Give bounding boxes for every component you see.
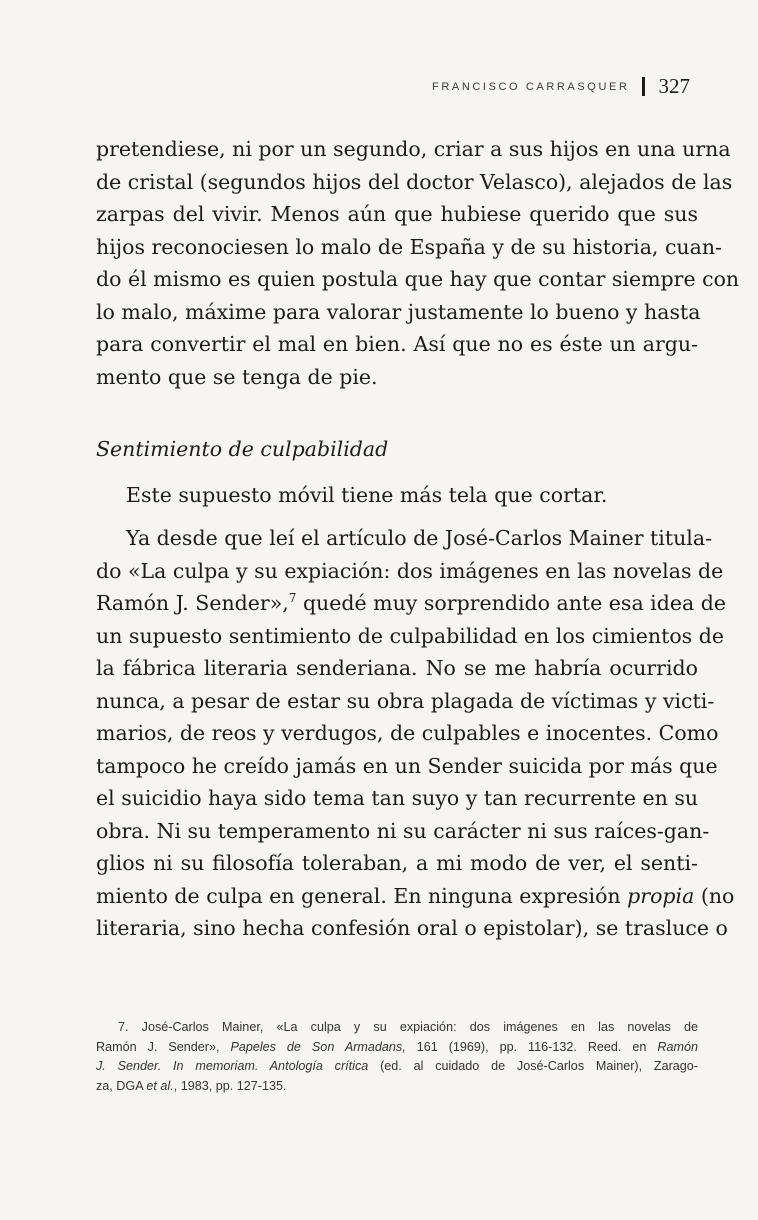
text-line: nunca, a pesar de estar su obra plagada de víctimas y victi- [96,688,715,713]
text-line [96,880,735,913]
text-line: glios ni su filosofía toleraban, a mi modo de ver, el senti- [96,851,698,875]
text-line: lo malo, máxime para valorar justamente lo bueno y hasta [96,299,701,324]
text-line: obra. Ni su temperamento ni su carácter ni sus raíces-gan- [96,818,710,843]
text-line: el suicidio haya sido tema tan suyo y tan recurrente en su [96,786,699,810]
page-number: 327 [658,74,690,98]
text-line: do «La culpa y su expiación: dos imágenes en las novelas de [96,558,724,583]
text-segment: 161 (1969), pp. 116-132. Reed. en [405,1039,658,1054]
text-line: literaria, sino hecha confesión oral o epistolar), se trasluce o [96,916,728,940]
emphasis-text: Papeles de Son Armadans, [230,1039,406,1054]
text-line: zarpas del vivir. Menos aún que hubiese querido que sus [96,202,698,226]
paragraph-3 [96,522,735,945]
text-segment: , 1983, pp. 127-135. [173,1078,287,1093]
emphasis-text: J. Sender. In memoriam. Antología crítica [96,1059,369,1073]
footnote [96,1018,698,1096]
text-line: hijos reconociesen lo malo de España y de su historia, cuan- [96,234,722,259]
section-heading: Sentimiento de culpabilidad [96,437,389,461]
text-segment: miento de culpa en general. En ninguna expresión [96,883,628,908]
text-line: marios, de reos y verdugos, de culpables e inocentes. Como [96,721,719,745]
emphasis-text: propia [627,883,695,908]
running-head-author: FRANCISCO CARRASQUER [432,80,630,93]
text-line: Ya desde que leí el artículo de José-Carlos Mainer titula- [126,526,712,550]
text-line: do él mismo es quien postula que hay que contar siempre con [96,267,740,291]
text-line: Este supuesto móvil tiene más tela que cortar. [126,483,608,507]
footnote-line: 7. José-Carlos Mainer, «La culpa y su expiación: dos imágenes en las novelas de [118,1020,698,1034]
text-line: pretendiese, ni por un segundo, criar a sus hijos en una urna [96,137,731,161]
running-head [432,74,690,99]
text-segment: quedé muy sorprendido ante esa idea de [296,591,726,615]
text-segment: Ramón J. Sender», [96,591,289,615]
text-segment: Ramón J. Sender», [96,1039,231,1054]
emphasis-text: et al. [146,1078,174,1093]
text-line: un supuesto sentimiento de culpabilidad en los cimientos de [96,623,724,648]
text-line [96,587,726,620]
text-segment: za, DGA [96,1078,147,1093]
text-segment: (ed. al cuidado de José-Carlos Mainer), Zarago- [368,1059,699,1073]
text-line: de cristal (segundos hijos del doctor Velasco), alejados de las [96,169,733,194]
paragraph-2 [96,479,698,512]
footnote-reference: 7 [288,591,297,605]
text-line: para convertir el mal en bien. Así que no es éste un argu- [96,332,698,356]
text-segment: (no [694,883,735,908]
emphasis-text: Ramón [657,1039,698,1054]
text-line: mento que se tenga de pie. [96,364,378,389]
paragraph-1 [96,133,740,393]
text-line: la fábrica literaria senderiana. No se me habría ocurrido [96,656,698,680]
running-head-separator [642,77,645,96]
footnote-line [96,1038,698,1058]
footnote-line [96,1057,698,1077]
text-line: tampoco he creído jamás en un Sender suicida por más que [96,753,718,778]
footnote-line [96,1077,698,1097]
